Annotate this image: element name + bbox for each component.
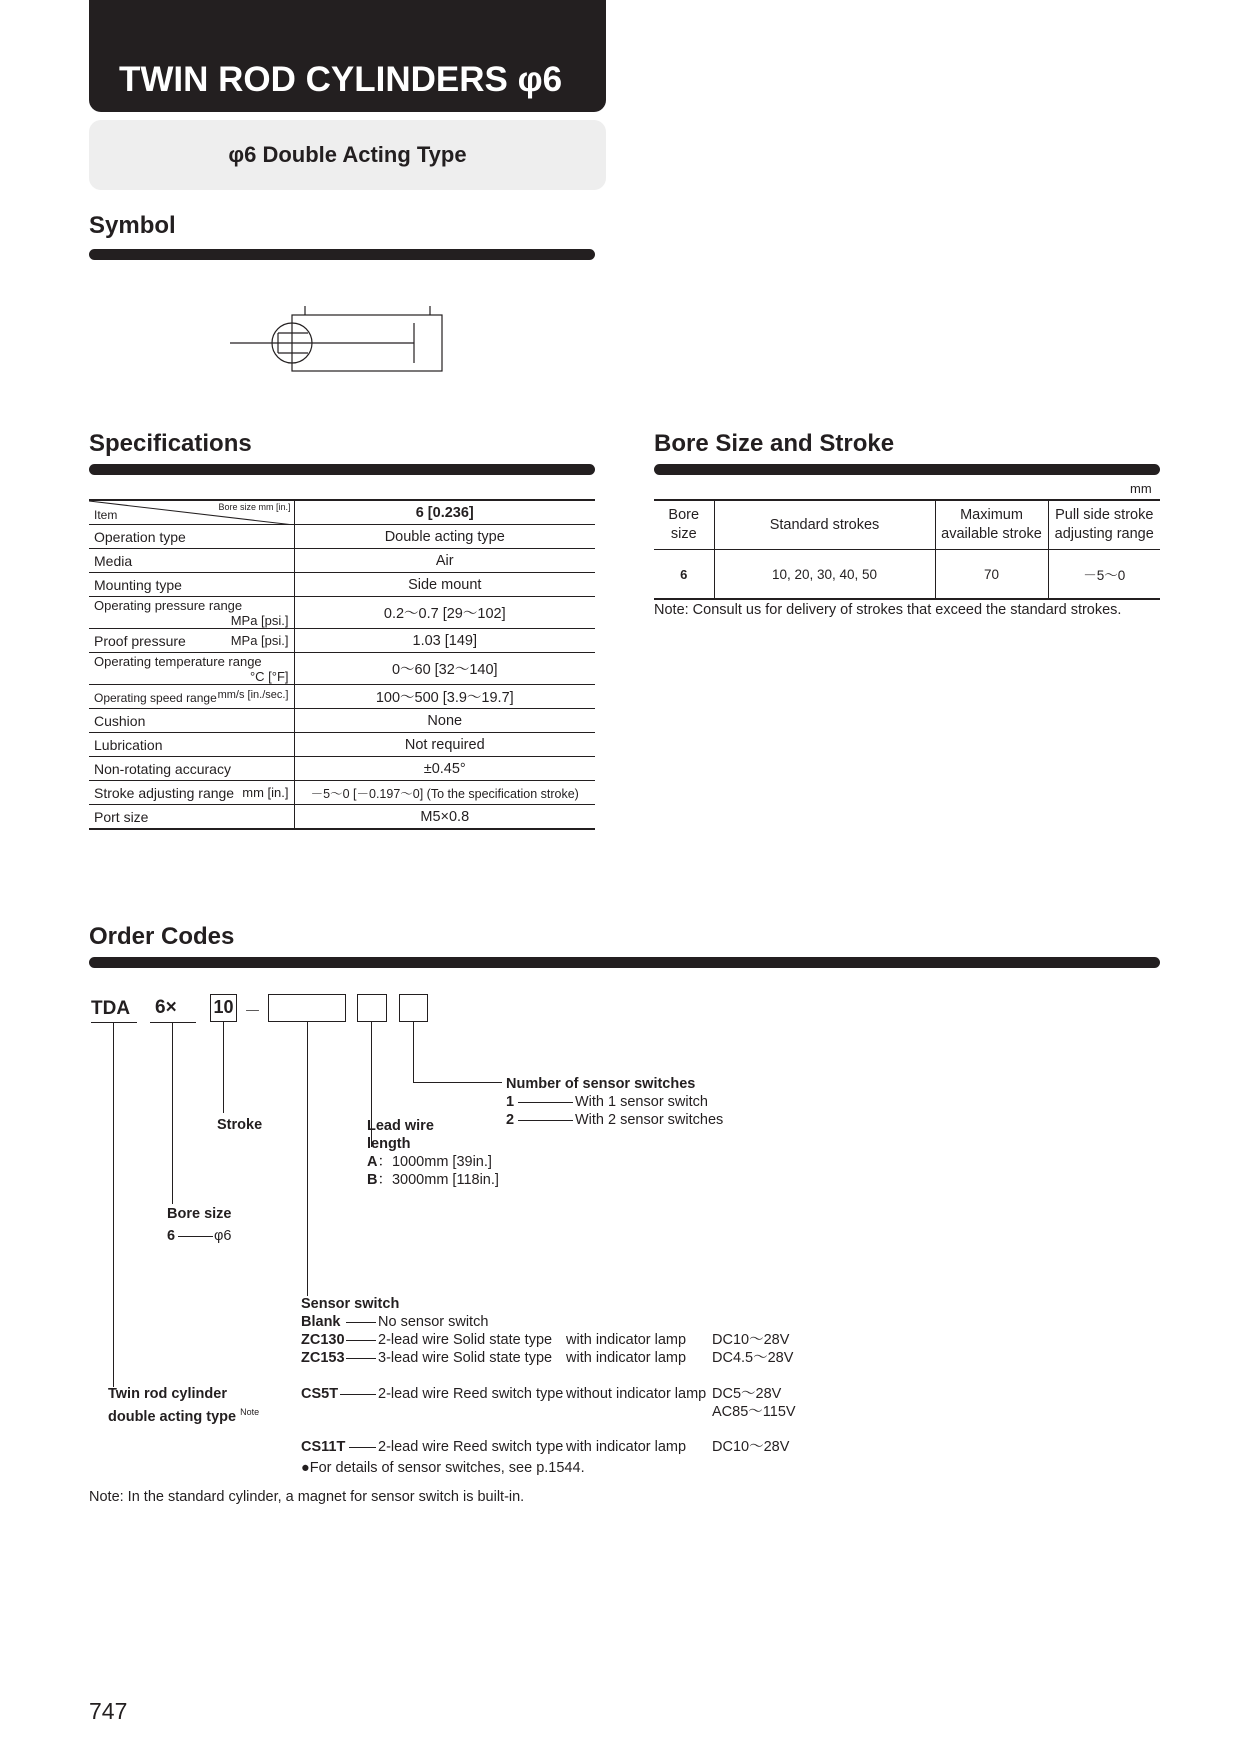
standard-strokes-header: Standard strokes: [714, 500, 935, 550]
header-item-label: Item: [94, 508, 118, 522]
sensor-voltage-2: AC85～115V: [712, 1404, 796, 1420]
spec-item: Operating speed range: [94, 690, 217, 705]
bore-stroke-heading: Bore Size and Stroke: [654, 430, 895, 457]
pull-side-header: Pull side stroke adjusting range: [1048, 500, 1160, 550]
lead-wire-title-2: length: [367, 1136, 411, 1152]
sensor-code: CS5T: [301, 1386, 339, 1402]
table-row: [89, 781, 595, 805]
spec-item: Lubrication: [94, 736, 163, 753]
table-row: [89, 549, 595, 573]
spec-value: Side mount: [294, 573, 595, 597]
spec-value: Not required: [294, 733, 595, 757]
spec-item: Mounting type: [94, 576, 182, 593]
lead-wire-box: [357, 994, 387, 1022]
sensor-code: Blank: [301, 1314, 341, 1330]
spec-item: Operating temperature range: [94, 654, 262, 669]
connector: [349, 1447, 376, 1448]
table-header-row: [89, 500, 595, 525]
page-title-banner: [89, 0, 606, 112]
spec-value: None: [294, 709, 595, 733]
sensor-type: 3-lead wire Solid state type: [378, 1350, 553, 1366]
table-header-row: [654, 500, 1160, 550]
table-row: [89, 525, 595, 549]
spec-item: Port size: [94, 808, 149, 825]
page-subtitle: φ6 Double Acting Type: [228, 142, 467, 167]
bore-stroke-table: [654, 499, 1160, 600]
spec-value: 100～500 [3.9～19.7]: [294, 685, 595, 709]
sensor-voltage: DC4.5～28V: [712, 1350, 794, 1366]
order-codes-heading: Order Codes: [89, 923, 235, 950]
max-stroke-header: Maximum available stroke: [935, 500, 1048, 550]
max-stroke-value: 70: [935, 550, 1048, 600]
num-switch-code-1: 1: [506, 1094, 515, 1110]
num-switch-text-2: With 2 sensor switches: [575, 1112, 724, 1128]
connector: [178, 1236, 213, 1237]
sensor-code: CS11T: [301, 1439, 346, 1455]
spec-item: Operation type: [94, 528, 186, 545]
table-header-cell: [89, 500, 294, 525]
bore-size-title: Bore size: [167, 1206, 232, 1222]
order-dash: －: [244, 1002, 261, 1021]
sensor-code: ZC153: [301, 1350, 345, 1366]
symbol-divider: [89, 249, 595, 260]
spec-unit: mm/s [in./sec.]: [217, 688, 289, 701]
table-row: [89, 805, 595, 830]
stroke-leader: [223, 1022, 224, 1113]
table-row: [89, 733, 595, 757]
specifications-divider: [89, 464, 595, 475]
twin-rod-title-1: Twin rod cylinder: [108, 1386, 227, 1402]
spec-value: 1.03 [149]: [294, 629, 595, 653]
sensor-details-note: ●For details of sensor switches, see p.1544.: [301, 1460, 585, 1476]
connector: [346, 1358, 376, 1359]
standard-strokes-value: 10, 20, 30, 40, 50: [714, 550, 935, 600]
spec-unit: MPa [psi.]: [230, 632, 289, 648]
table-row: [89, 653, 595, 685]
switch-count-leader-h: [413, 1082, 502, 1083]
order-prefix: TDA: [91, 998, 131, 1019]
spec-value: －5～0 [－0.197～0] (To the specification stroke): [294, 781, 595, 805]
twin-rod-leader: [113, 1023, 114, 1387]
lead-wire-option-a: A：1000mm [39in.]: [367, 1154, 492, 1170]
spec-item: Operating pressure range: [94, 598, 243, 613]
order-footnote: Note: In the standard cylinder, a magnet for sensor switch is built-in.: [89, 1489, 525, 1505]
connector: [518, 1102, 573, 1103]
sensor-switch-title: Sensor switch: [301, 1296, 400, 1312]
sensor-lamp: with indicator lamp: [566, 1350, 687, 1366]
spec-value: Air: [294, 549, 595, 573]
table-row: [89, 709, 595, 733]
connector: [518, 1120, 573, 1121]
twin-rod-title-2: double acting type $^{Note}$: [108, 1407, 260, 1425]
sensor-type: 2-lead wire Reed switch type: [378, 1439, 564, 1455]
bore-stroke-divider: [654, 464, 1160, 475]
switch-count-leader-v: [413, 1022, 414, 1082]
lead-wire-option-b: B：3000mm [118in.]: [367, 1172, 499, 1188]
spec-value: M5×0.8: [294, 805, 595, 830]
lead-wire-title-1: Lead wire: [367, 1118, 434, 1134]
spec-unit: MPa [psi.]: [230, 613, 289, 628]
switch-count-box: [399, 994, 428, 1022]
table-row: [89, 597, 595, 629]
connector: [340, 1394, 376, 1395]
sensor-lamp: with indicator lamp: [566, 1439, 687, 1455]
specifications-table: [89, 499, 595, 830]
spec-item: Stroke adjusting range: [94, 784, 235, 801]
num-switch-text-1: With 1 sensor switch: [575, 1094, 708, 1110]
bore-size-header: Bore size: [654, 500, 714, 550]
num-switch-title: Number of sensor switches: [506, 1076, 696, 1092]
specifications-heading: Specifications: [89, 430, 252, 457]
stroke-label: Stroke: [217, 1117, 263, 1133]
spec-item: Cushion: [94, 712, 146, 729]
sensor-switch-leader: [307, 1022, 308, 1296]
stroke-code-box: [210, 994, 237, 1022]
sensor-code: ZC130: [301, 1332, 345, 1348]
spec-value: 0.2～0.7 [29～102]: [294, 597, 595, 629]
spec-unit: °C [°F]: [249, 669, 289, 684]
bore-size-leader: [172, 1023, 173, 1204]
bore-size-code: 6: [167, 1228, 176, 1244]
sensor-type: 2-lead wire Reed switch type: [378, 1386, 564, 1402]
bore-note: Note: Consult us for delivery of strokes that exceed the standard strokes.: [654, 602, 1122, 618]
sensor-type: No sensor switch: [378, 1314, 489, 1330]
spec-value: Double acting type: [294, 525, 595, 549]
page-title: TWIN ROD CYLINDERS φ6: [119, 60, 563, 99]
subtitle-banner: [89, 120, 606, 190]
spec-value: 0～60 [32～140]: [294, 653, 595, 685]
table-row: [654, 550, 1160, 600]
sensor-lamp: without indicator lamp: [566, 1386, 707, 1402]
underline: [150, 1022, 196, 1023]
header-bore-label: Bore size mm [in.]: [218, 502, 291, 512]
spec-item: Proof pressure: [94, 632, 186, 649]
cylinder-symbol-icon: [230, 296, 450, 376]
sensor-voltage: DC5～28V: [712, 1386, 782, 1402]
underline: [91, 1022, 137, 1023]
table-row: [89, 685, 595, 709]
table-row: [89, 757, 595, 781]
spec-item: Media: [94, 552, 133, 569]
pull-side-value: －5～0: [1048, 550, 1160, 600]
num-switch-code-2: 2: [506, 1112, 515, 1128]
connector: [346, 1340, 376, 1341]
header-value: 6 [0.236]: [294, 500, 595, 525]
symbol-heading: Symbol: [89, 212, 176, 239]
spec-unit: mm [in.]: [242, 784, 289, 800]
sensor-voltage: DC10～28V: [712, 1332, 790, 1348]
sensor-type: 2-lead wire Solid state type: [378, 1332, 553, 1348]
sensor-switch-box: [268, 994, 346, 1022]
stroke-code: 10: [213, 997, 234, 1017]
spec-value: ±0.45°: [294, 757, 595, 781]
connector: [346, 1322, 376, 1323]
bore-value: 6: [654, 550, 714, 600]
page-number: 747: [89, 1698, 128, 1724]
order-codes-divider: [89, 957, 1160, 968]
sensor-voltage: DC10～28V: [712, 1439, 790, 1455]
table-row: [89, 573, 595, 597]
order-bore-code: 6×: [155, 997, 177, 1018]
sensor-lamp: with indicator lamp: [566, 1332, 687, 1348]
spec-item: Non-rotating accuracy: [94, 760, 231, 777]
bore-size-text: φ6: [214, 1228, 232, 1244]
unit-label: mm: [1130, 481, 1152, 496]
table-row: [89, 629, 595, 653]
